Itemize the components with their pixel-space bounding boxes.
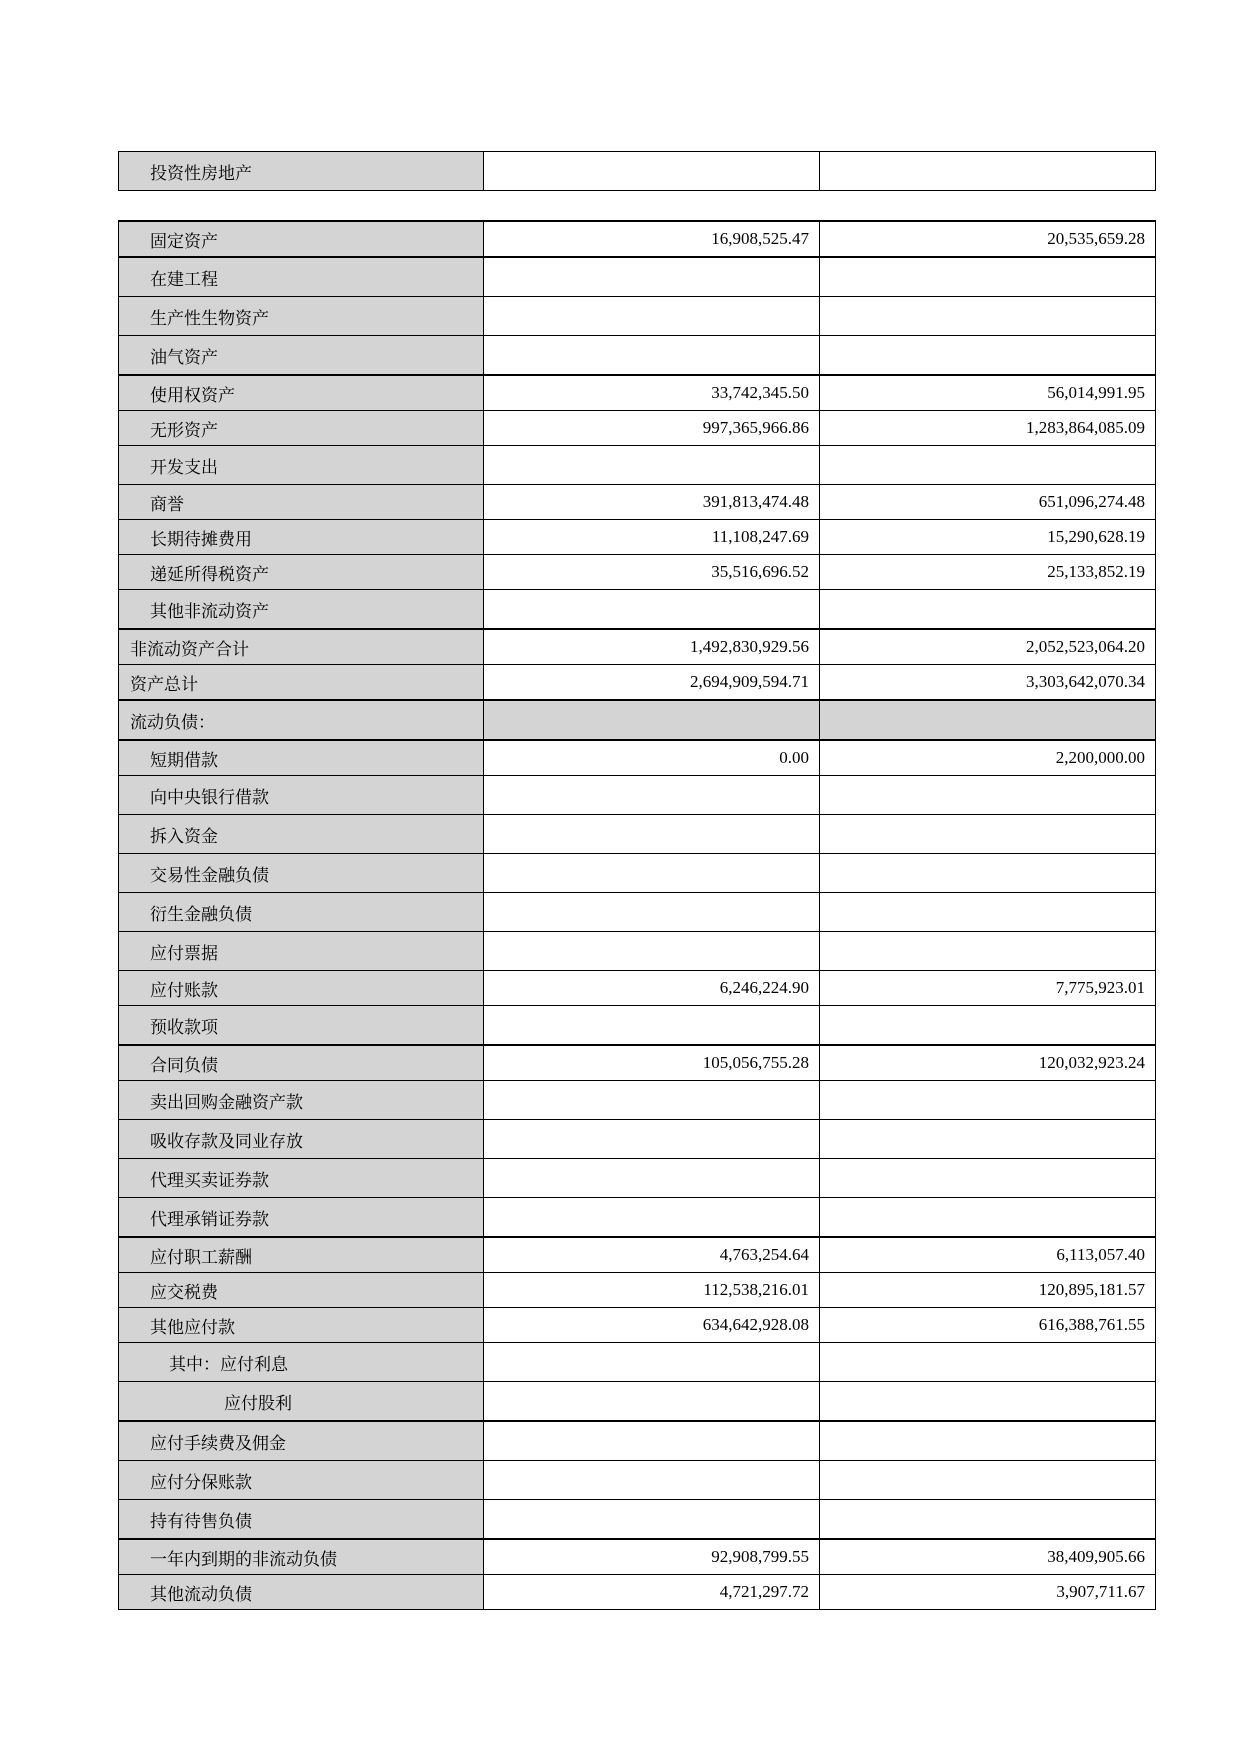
prior-period-value: 651,096,274.48 — [820, 485, 1156, 520]
current-period-value — [484, 1159, 820, 1198]
row-label: 合同负债 — [119, 1045, 484, 1081]
prior-period-value — [820, 446, 1156, 485]
table-row — [119, 776, 1156, 815]
prior-period-value — [820, 700, 1156, 740]
prior-period-value: 3,303,642,070.34 — [820, 665, 1156, 701]
prior-period-value — [820, 336, 1156, 376]
table-row — [119, 485, 1156, 520]
investment-property-table — [118, 151, 1156, 191]
prior-period-value — [820, 1120, 1156, 1159]
prior-period-value: 7,775,923.01 — [820, 971, 1156, 1006]
row-label: 递延所得税资产 — [119, 555, 484, 590]
row-label: 其他非流动资产 — [119, 590, 484, 630]
table-row — [119, 629, 1156, 665]
table-row — [119, 1120, 1156, 1159]
current-period-value — [484, 700, 820, 740]
current-period-value — [484, 932, 820, 971]
current-period-value — [484, 1500, 820, 1540]
table-row — [119, 221, 1156, 257]
prior-period-value — [820, 1198, 1156, 1238]
current-period-value — [484, 815, 820, 854]
prior-period-value — [820, 1006, 1156, 1046]
balance-sheet-table — [118, 220, 1156, 1610]
prior-period-value: 6,113,057.40 — [820, 1237, 1156, 1273]
table-row — [119, 665, 1156, 701]
table-row — [119, 1237, 1156, 1273]
row-label: 拆入资金 — [119, 815, 484, 854]
table-row — [119, 1500, 1156, 1540]
table-row — [119, 740, 1156, 776]
table-row — [119, 854, 1156, 893]
table-row — [119, 555, 1156, 590]
current-period-value — [484, 1382, 820, 1422]
prior-period-value: 15,290,628.19 — [820, 520, 1156, 555]
prior-period-value: 2,052,523,064.20 — [820, 629, 1156, 665]
current-period-value — [484, 1343, 820, 1382]
row-label: 其他流动负债 — [119, 1575, 484, 1610]
prior-period-value — [820, 854, 1156, 893]
row-label: 其中：应付利息 — [119, 1343, 484, 1382]
table-row — [119, 590, 1156, 630]
row-label: 应付股利 — [119, 1382, 484, 1422]
current-period-value: 33,742,345.50 — [484, 375, 820, 411]
current-period-value: 6,246,224.90 — [484, 971, 820, 1006]
prior-period-value: 120,895,181.57 — [820, 1273, 1156, 1308]
current-period-value: 105,056,755.28 — [484, 1045, 820, 1081]
row-label: 应付分保账款 — [119, 1461, 484, 1500]
prior-period-value: 38,409,905.66 — [820, 1539, 1156, 1575]
row-label: 卖出回购金融资产款 — [119, 1081, 484, 1120]
current-period-value: 0.00 — [484, 740, 820, 776]
prior-period-value: 25,133,852.19 — [820, 555, 1156, 590]
table-row — [119, 1273, 1156, 1308]
row-label: 代理承销证券款 — [119, 1198, 484, 1238]
prior-period-value — [820, 893, 1156, 932]
current-period-value — [484, 257, 820, 297]
row-label: 商誉 — [119, 485, 484, 520]
table-row — [119, 1343, 1156, 1382]
table-row — [119, 375, 1156, 411]
table-row — [119, 971, 1156, 1006]
table-row — [119, 446, 1156, 485]
row-label: 代理买卖证券款 — [119, 1159, 484, 1198]
current-period-value: 4,763,254.64 — [484, 1237, 820, 1273]
current-period-value — [484, 1120, 820, 1159]
current-period-value — [484, 590, 820, 630]
current-period-value — [484, 893, 820, 932]
row-label: 在建工程 — [119, 257, 484, 297]
current-period-value — [484, 336, 820, 376]
prior-period-value — [820, 152, 1156, 191]
current-period-value: 2,694,909,594.71 — [484, 665, 820, 701]
row-label: 衍生金融负债 — [119, 893, 484, 932]
table-row — [119, 152, 1156, 191]
current-period-value: 112,538,216.01 — [484, 1273, 820, 1308]
table-row — [119, 932, 1156, 971]
table-row — [119, 1045, 1156, 1081]
prior-period-value: 120,032,923.24 — [820, 1045, 1156, 1081]
prior-period-value — [820, 257, 1156, 297]
prior-period-value — [820, 932, 1156, 971]
prior-period-value — [820, 590, 1156, 630]
prior-period-value: 3,907,711.67 — [820, 1575, 1156, 1610]
row-label: 一年内到期的非流动负债 — [119, 1539, 484, 1575]
current-period-value — [484, 1006, 820, 1046]
table-row — [119, 336, 1156, 376]
row-label: 其他应付款 — [119, 1308, 484, 1343]
row-label: 使用权资产 — [119, 375, 484, 411]
current-period-value: 4,721,297.72 — [484, 1575, 820, 1610]
current-period-value: 997,365,966.86 — [484, 411, 820, 446]
prior-period-value: 1,283,864,085.09 — [820, 411, 1156, 446]
prior-period-value — [820, 1081, 1156, 1120]
row-label: 应付职工薪酬 — [119, 1237, 484, 1273]
row-label: 流动负债： — [119, 700, 484, 740]
current-period-value: 16,908,525.47 — [484, 221, 820, 257]
current-period-value — [484, 1461, 820, 1500]
table-row — [119, 520, 1156, 555]
table-row — [119, 1575, 1156, 1610]
prior-period-value — [820, 1382, 1156, 1422]
table-row — [119, 411, 1156, 446]
row-label: 长期待摊费用 — [119, 520, 484, 555]
table-row — [119, 1421, 1156, 1461]
table-row — [119, 700, 1156, 740]
table-row — [119, 1006, 1156, 1046]
current-period-value — [484, 297, 820, 336]
prior-period-value — [820, 1159, 1156, 1198]
row-label: 短期借款 — [119, 740, 484, 776]
table-row — [119, 893, 1156, 932]
row-label: 无形资产 — [119, 411, 484, 446]
row-label: 交易性金融负债 — [119, 854, 484, 893]
table-row — [119, 1308, 1156, 1343]
row-label: 油气资产 — [119, 336, 484, 376]
prior-period-value: 20,535,659.28 — [820, 221, 1156, 257]
current-period-value — [484, 1198, 820, 1238]
prior-period-value — [820, 1421, 1156, 1461]
table-row — [119, 1461, 1156, 1500]
table-row — [119, 815, 1156, 854]
row-label: 固定资产 — [119, 221, 484, 257]
current-period-value — [484, 1421, 820, 1461]
table-row — [119, 1198, 1156, 1238]
prior-period-value — [820, 776, 1156, 815]
row-label: 资产总计 — [119, 665, 484, 701]
row-label: 应交税费 — [119, 1273, 484, 1308]
prior-period-value — [820, 1461, 1156, 1500]
prior-period-value: 2,200,000.00 — [820, 740, 1156, 776]
current-period-value — [484, 1081, 820, 1120]
table-row — [119, 1081, 1156, 1120]
row-label: 应付手续费及佣金 — [119, 1421, 484, 1461]
row-label: 持有待售负债 — [119, 1500, 484, 1540]
prior-period-value — [820, 815, 1156, 854]
table-row — [119, 1159, 1156, 1198]
row-label: 投资性房地产 — [119, 152, 484, 191]
current-period-value: 92,908,799.55 — [484, 1539, 820, 1575]
row-label: 非流动资产合计 — [119, 629, 484, 665]
table-row — [119, 1382, 1156, 1422]
table-row — [119, 1539, 1156, 1575]
current-period-value — [484, 776, 820, 815]
table-row — [119, 257, 1156, 297]
prior-period-value — [820, 1343, 1156, 1382]
row-label: 预收款项 — [119, 1006, 484, 1046]
prior-period-value — [820, 297, 1156, 336]
table-row — [119, 297, 1156, 336]
current-period-value: 35,516,696.52 — [484, 555, 820, 590]
prior-period-value: 56,014,991.95 — [820, 375, 1156, 411]
current-period-value: 1,492,830,929.56 — [484, 629, 820, 665]
current-period-value: 391,813,474.48 — [484, 485, 820, 520]
row-label: 向中央银行借款 — [119, 776, 484, 815]
current-period-value — [484, 854, 820, 893]
row-label: 吸收存款及同业存放 — [119, 1120, 484, 1159]
current-period-value: 634,642,928.08 — [484, 1308, 820, 1343]
row-label: 应付账款 — [119, 971, 484, 1006]
prior-period-value: 616,388,761.55 — [820, 1308, 1156, 1343]
current-period-value: 11,108,247.69 — [484, 520, 820, 555]
current-period-value — [484, 446, 820, 485]
row-label: 开发支出 — [119, 446, 484, 485]
row-label: 生产性生物资产 — [119, 297, 484, 336]
prior-period-value — [820, 1500, 1156, 1540]
row-label: 应付票据 — [119, 932, 484, 971]
current-period-value — [484, 152, 820, 191]
